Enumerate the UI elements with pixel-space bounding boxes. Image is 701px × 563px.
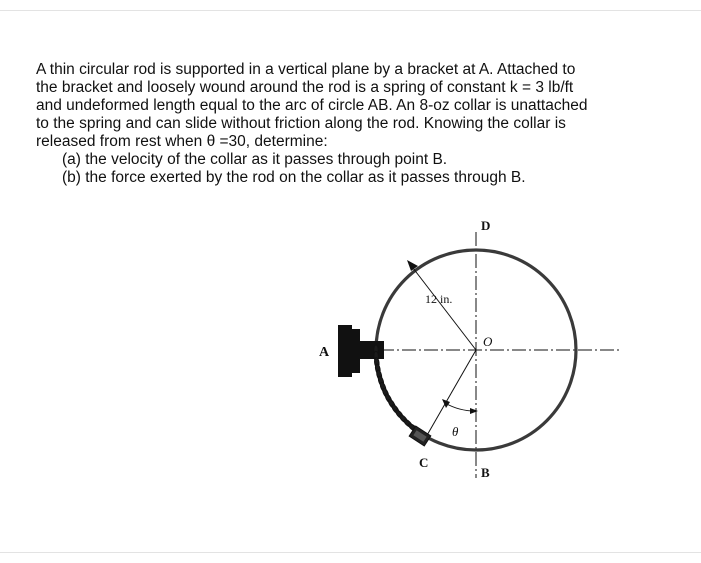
problem-line-3: and undeformed length equal to the arc of circle AB. An 8-oz collar is unattached <box>36 97 588 114</box>
question-part-a: (a) the velocity of the collar as it passes through point B. <box>62 151 448 168</box>
problem-line-4: to the spring and can slide without friction along the rod. Knowing the collar is <box>36 115 566 132</box>
problem-line-1: A thin circular rod is supported in a vertical plane by a bracket at A. Attached to <box>36 61 576 78</box>
bracket-A <box>338 325 352 377</box>
question-part-b: (b) the force exerted by the rod on the collar as it passes through B. <box>62 169 526 186</box>
problem-line-2: the bracket and loosely wound around the rod is a spring of constant k = 3 lb/ft <box>36 79 574 96</box>
label-D: D <box>481 218 491 233</box>
radius-line <box>413 268 476 350</box>
label-B: B <box>481 465 490 480</box>
bracket-plate <box>352 329 360 373</box>
collar-radius-line <box>426 350 476 437</box>
label-A: A <box>319 345 330 360</box>
spring <box>374 345 429 439</box>
theta-arrowhead-right <box>470 408 478 414</box>
bottom-divider <box>0 552 701 553</box>
problem-line-5: released from rest when θ =30, determine: <box>36 133 328 150</box>
label-radius: 12 in. <box>425 292 453 306</box>
label-O: O <box>483 334 493 349</box>
label-theta: θ <box>452 424 459 439</box>
label-C: C <box>419 455 429 470</box>
